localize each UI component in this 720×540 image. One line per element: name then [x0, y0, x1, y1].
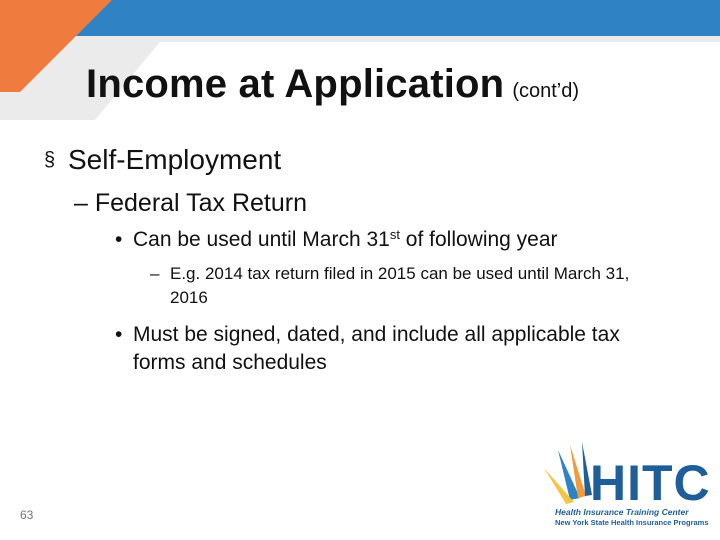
bullet-federal-tax-return: – Federal Tax Return [74, 189, 307, 217]
text-after: of following year [399, 228, 558, 251]
logo-tagline: Health Insurance Training Center [555, 507, 689, 517]
text-before: Can be used until March 31 [133, 228, 390, 251]
bullet-text: Self-Employment [68, 144, 282, 175]
sub-bullet-example [150, 262, 670, 310]
title-main: Income at Application [86, 62, 505, 106]
bullet-self-employment [44, 144, 281, 176]
square-bullet-icon: § [44, 149, 56, 171]
superscript: st [389, 227, 400, 242]
hitc-logo [540, 440, 710, 530]
title-suffix: (cont’d) [512, 80, 580, 102]
sub-bullet-text: E.g. 2014 tax return filed in 2015 can be used until March 31, 2016 [170, 264, 630, 307]
dot-bullet-icon: • [115, 228, 123, 251]
dash-bullet-icon: – [150, 264, 160, 283]
dot-bullet-icon: • [115, 323, 123, 346]
slide-title [86, 62, 686, 107]
bullet-signed-dated [115, 321, 675, 377]
logo-wordmark: HITC [590, 455, 711, 511]
bullet-text: Must be signed, dated, and include all applicable tax forms and schedules [133, 323, 620, 374]
logo-subtitle: New York State Health Insurance Programs [555, 518, 709, 527]
bullet-text [133, 226, 675, 254]
bullet-march-deadline [115, 226, 675, 254]
page-number: 63 [20, 508, 34, 522]
